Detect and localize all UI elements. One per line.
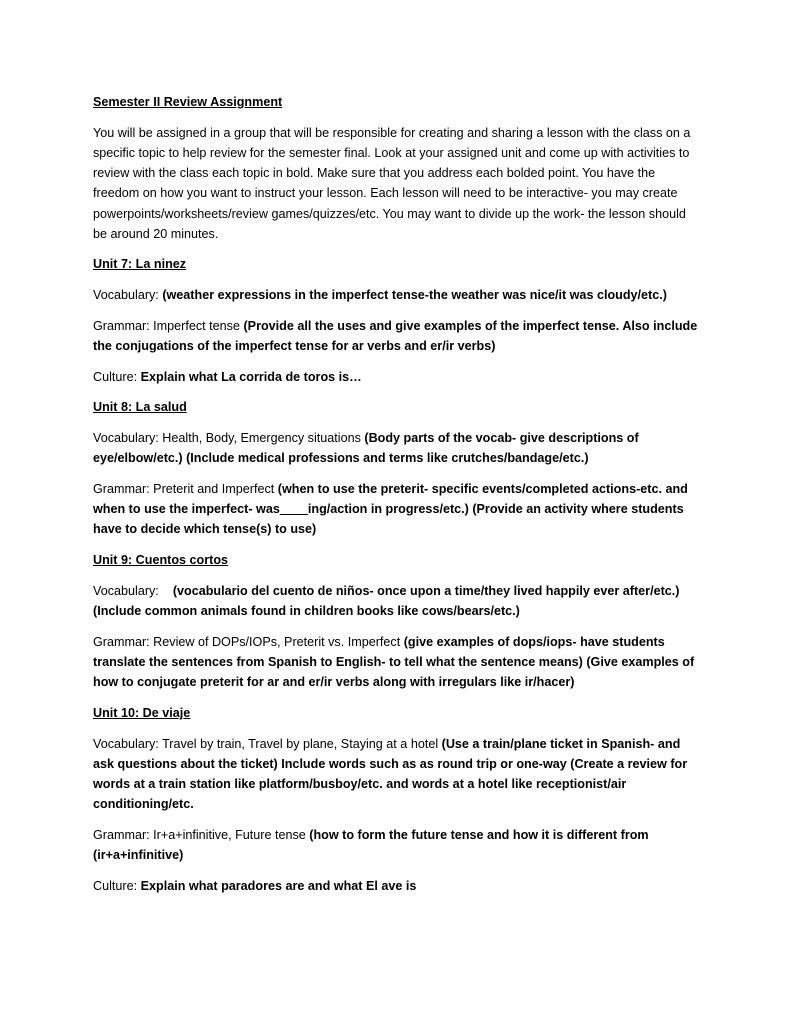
unit-7-vocabulary [93, 285, 703, 305]
vocabulary-bold-text: (Body parts of the vocab- give descriptions of eye/elbow/etc.) (Include medical professions and terms like crutches/bandage/etc.) [93, 431, 639, 466]
culture-bold-text: Explain what La corrida de toros is… [140, 369, 362, 384]
culture-bold-text: Explain what paradores are and what El ave is [140, 878, 417, 893]
vocabulary-label: Vocabulary: Health, Body, Emergency situations [93, 431, 365, 446]
vocabulary-label: Vocabulary: [93, 583, 173, 598]
grammar-label: Grammar: Ir+a+infinitive, Future tense [93, 827, 310, 842]
unit-10-vocabulary [93, 734, 703, 815]
vocabulary-bold-text: (Use a train/plane ticket in Spanish- and ask questions about the ticket) Include words such as as round trip or one-way (Create a review for words at a train station like platform/busboy/etc. and words at a hotel like receptionist/air conditioning/etc. [93, 736, 688, 812]
unit-10-culture [93, 876, 703, 896]
unit-7-heading: Unit 7: La ninez [93, 257, 187, 272]
unit-9-grammar [93, 632, 703, 693]
unit-8-grammar [93, 479, 703, 540]
grammar-bold-text: (give examples of dops/iops- have students translate the sentences from Spanish to English- to tell what the sentence means) (Give examples of how to conjugate preterit for ar and er/ir verbs along with irregulars like ir/hacer) [93, 634, 695, 690]
vocabulary-bold-text: (vocabulario del cuento de niños- once upon a time/they lived happily ever after/etc.) (Include common animals found in children books like cows/bears/etc.) [93, 583, 680, 619]
culture-label: Culture: [93, 369, 141, 384]
grammar-bold-text: (when to use the preterit- specific events/completed actions-etc. and when to use the imperfect- was [93, 482, 688, 517]
grammar-label: Grammar: Imperfect tense [93, 318, 244, 333]
vocabulary-label: Vocabulary: [93, 288, 163, 303]
vocabulary-label: Vocabulary: Travel by train, Travel by plane, Staying at a hotel [93, 736, 442, 751]
vocabulary-bold-text: (weather expressions in the imperfect tense-the weather was nice/it was cloudy/etc.) [162, 288, 667, 303]
unit-7-grammar [93, 316, 703, 356]
intro-paragraph: You will be assigned in a group that will be responsible for creating and sharing a lesson with the class on a specific topic to help review for the semester final. Look at your assigned unit and come up with activities to review with the class each topic in bold. Make sure that you address each bolded point. You have the freedom on how you want to instruct your lesson. Each lesson will need to be interactive- you may create powerpoints/worksheets/review games/quizzes/etc. You may want to divide up the work- the lesson should be around 20 minutes. [93, 125, 691, 241]
document-page [93, 92, 703, 907]
unit-9-heading: Unit 9: Cuentos cortos [93, 553, 229, 568]
unit-7-culture [93, 367, 703, 387]
unit-10-grammar [93, 825, 703, 865]
unit-8-vocabulary [93, 428, 703, 468]
unit-8-heading: Unit 8: La salud [93, 400, 187, 415]
unit-10-heading: Unit 10: De viaje [93, 705, 191, 720]
grammar-bold-text: (how to form the future tense and how it is different from (ir+a+infinitive) [93, 827, 649, 863]
grammar-label: Grammar: Review of DOPs/IOPs, Preterit vs. Imperfect [93, 634, 404, 649]
culture-label: Culture: [93, 878, 141, 893]
fill-in-blank: ____ [279, 502, 308, 517]
grammar-bold-text: (Provide all the uses and give examples of the imperfect tense. Also include the conjugations of the imperfect tense for ar verbs and er/ir verbs) [93, 318, 698, 354]
grammar-label: Grammar: Preterit and Imperfect [93, 482, 278, 497]
unit-9-vocabulary [93, 581, 703, 621]
document-title: Semester II Review Assignment [93, 95, 283, 109]
grammar-bold-text-continued: ing/action in progress/etc.) (Provide an activity where students have to decide which tense(s) to use) [93, 502, 684, 537]
